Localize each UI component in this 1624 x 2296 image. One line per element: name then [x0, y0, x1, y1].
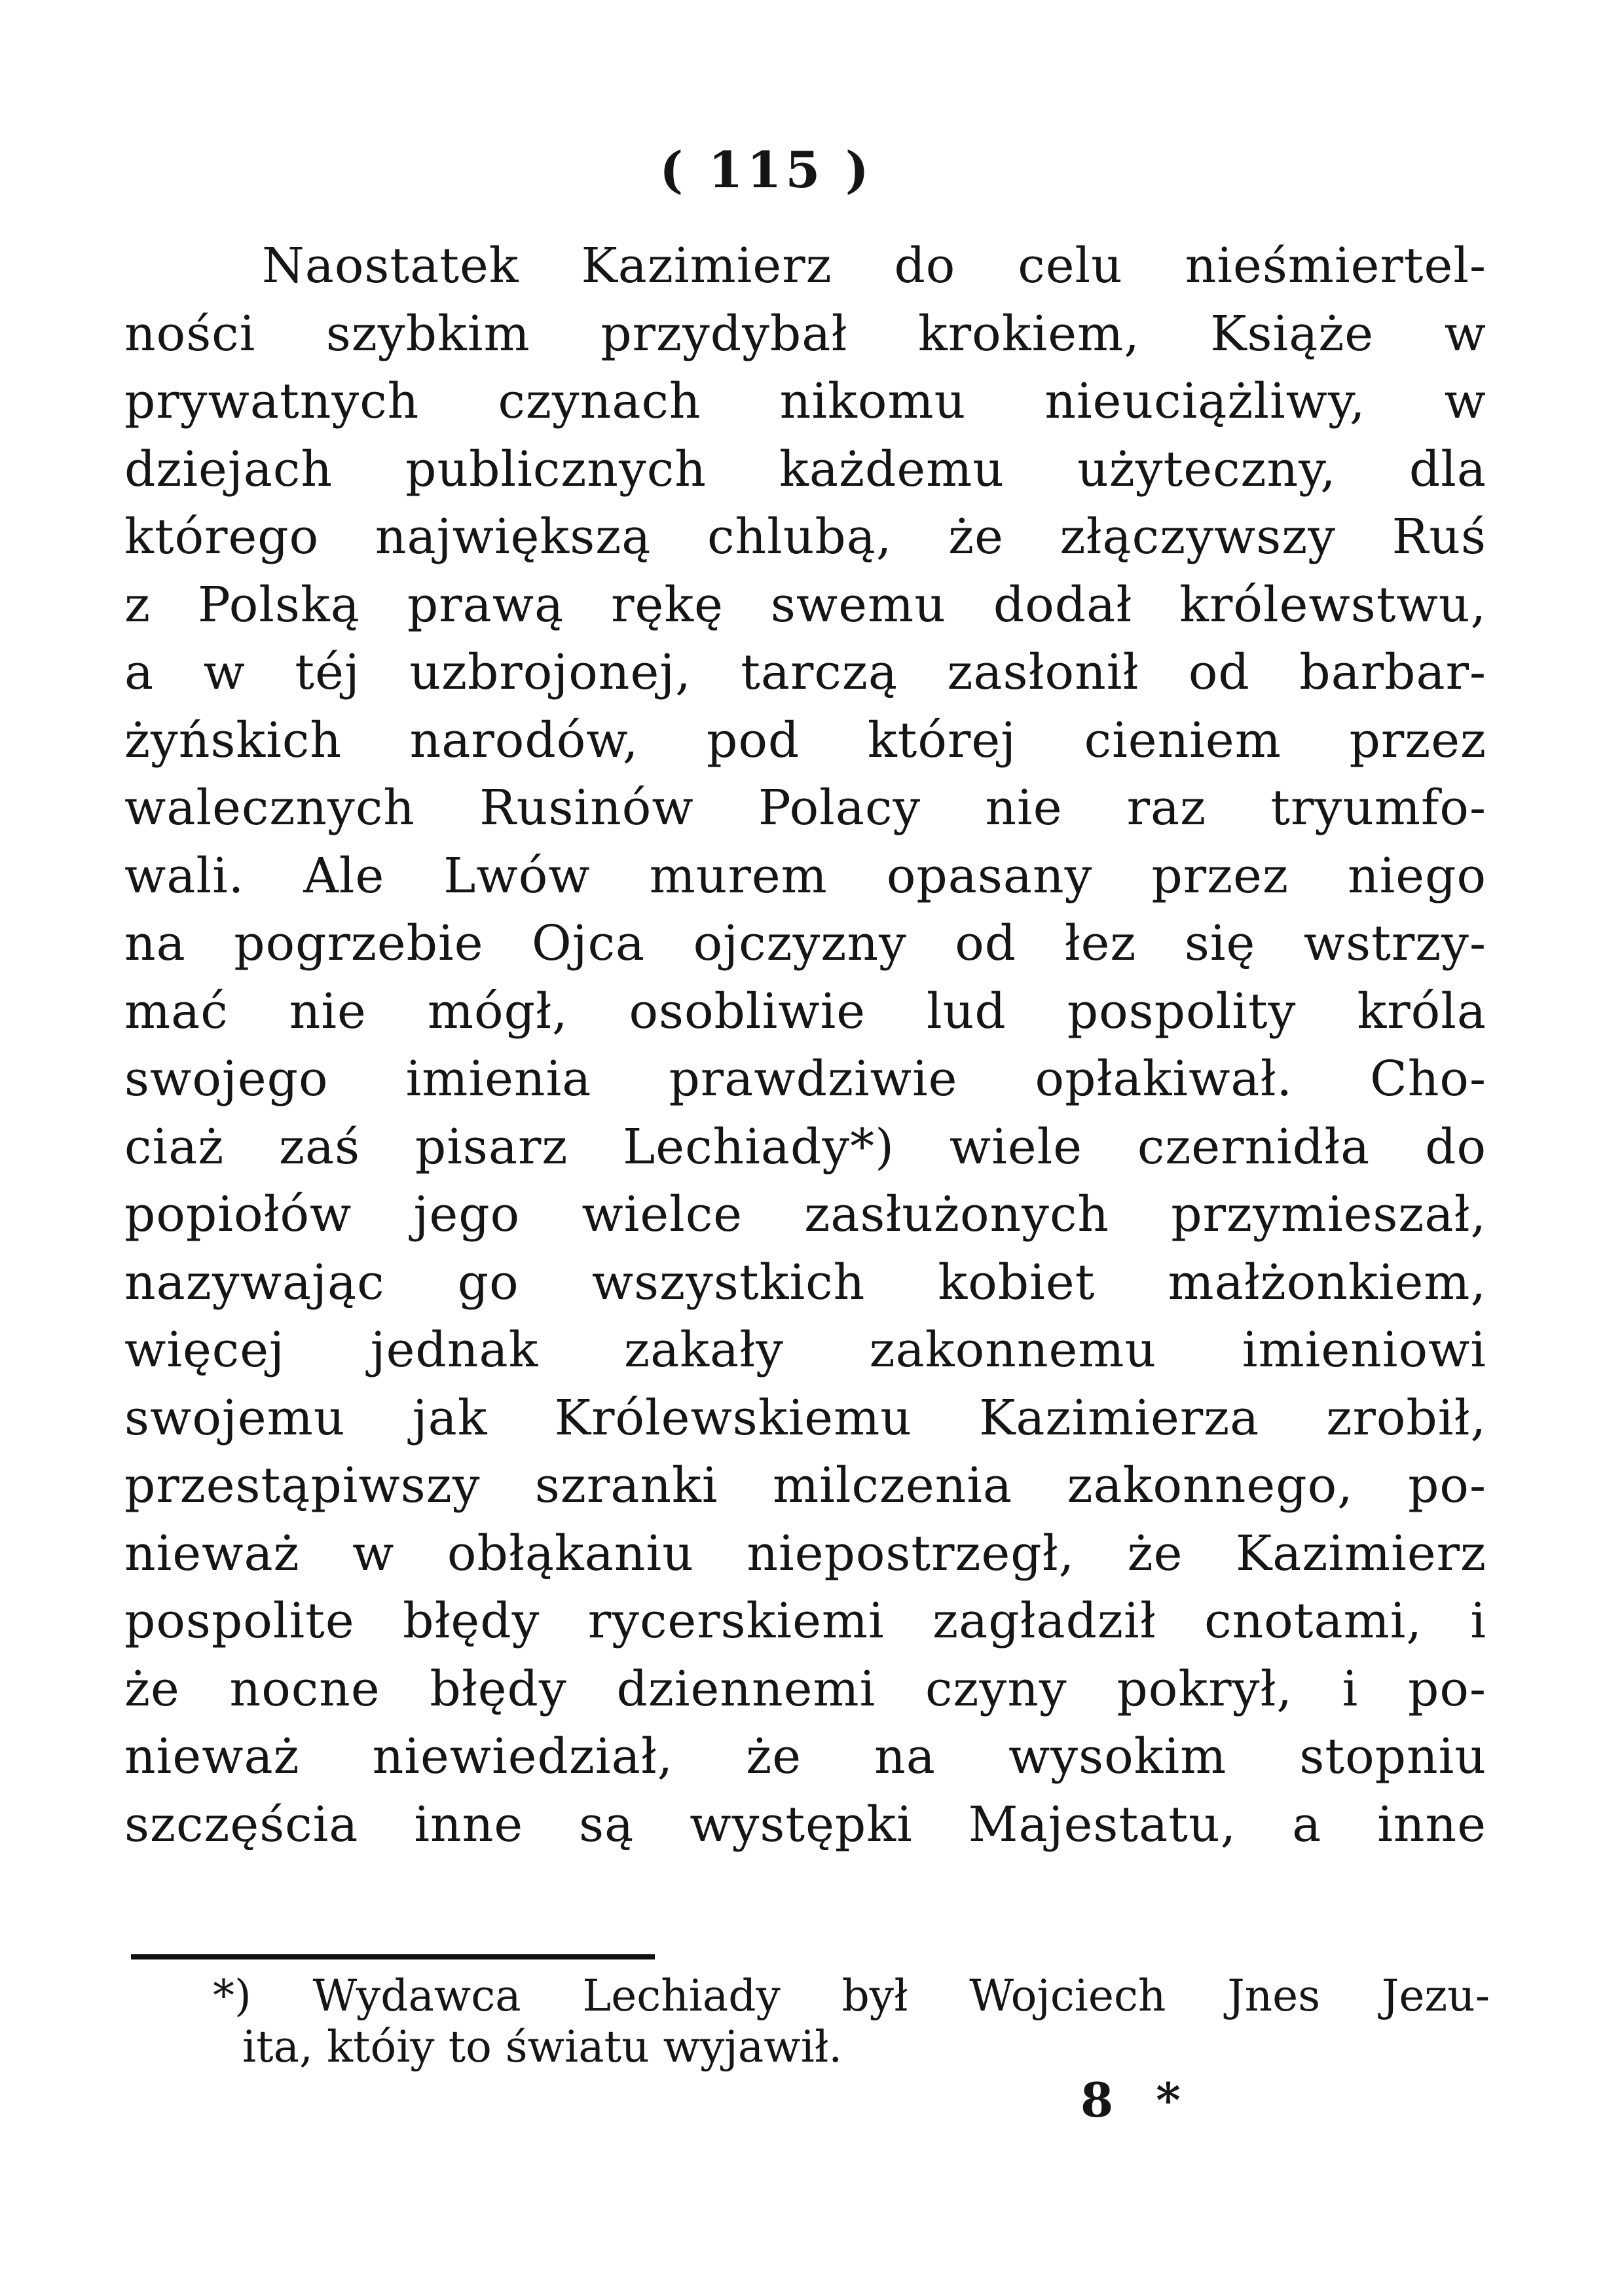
text-line: wali. Ale Lwów murem opasany przez niego: [124, 847, 1486, 904]
text-line: żyńskich narodów, pod której cieniem przez: [124, 712, 1486, 769]
text-line: swojego imienia prawdziwie opłakiwał. Cho-: [124, 1051, 1486, 1107]
footnote-line: *) Wydawca Lechiady był Wojciech Jnes Jezu-: [213, 1971, 1490, 2021]
text-line: nieważ niewiedział, że na wysokim stopniu: [124, 1728, 1486, 1785]
text-line: że nocne błędy dziennemi czyny pokrył, i po-: [124, 1660, 1486, 1717]
text-line: szczęścia inne są występki Majestatu, a inne: [124, 1796, 1486, 1853]
footnote: [213, 1971, 1490, 2073]
text-line: Naostatek Kazimierz do celu nieśmiertel-: [262, 238, 1486, 294]
main-text: [124, 232, 1486, 1859]
text-line: walecznych Rusinów Polacy nie raz tryumfo-: [124, 780, 1486, 836]
signature-mark: 8 *: [1080, 2072, 1194, 2128]
text-line: dziejach publicznych każdemu użyteczny, dla: [124, 441, 1486, 498]
text-line: swojemu jak Królewskiemu Kazimierza zrobił,: [124, 1389, 1486, 1446]
text-line: z Polską prawą rękę swemu dodał królewstwu,: [124, 576, 1486, 633]
text-line: przestąpiwszy szranki milczenia zakonnego, po-: [124, 1457, 1486, 1514]
text-line: popiołów jego wielce zasłużonych przymieszał,: [124, 1186, 1486, 1243]
text-line: na pogrzebie Ojca ojczyzny od łez się wstrzy-: [124, 915, 1486, 972]
text-line: prywatnych czynach nikomu nieuciążliwy, w: [124, 373, 1486, 429]
text-line: ciaż zaś pisarz Lechiady*) wiele czernidła do: [124, 1118, 1486, 1175]
text-line: więcej jednak zakały zakonnemu imieniowi: [124, 1322, 1486, 1378]
text-line: pospolite błędy rycerskiemi zagładził cnotami, i: [124, 1593, 1486, 1649]
text-line: ności szybkim przydybał krokiem, Książe w: [124, 305, 1486, 362]
text-line: którego największą chlubą, że złączywszy Ruś: [124, 509, 1486, 565]
page-number: ( 115 ): [659, 141, 873, 199]
text-line: mać nie mógł, osobliwie lud pospolity króla: [124, 983, 1486, 1040]
text-line: a w téj uzbrojonej, tarczą zasłonił od barbar-: [124, 644, 1486, 701]
footnote-divider: [131, 1954, 655, 1959]
text-line: nazywając go wszystkich kobiet małżonkiem,: [124, 1254, 1486, 1311]
text-line: nieważ w obłąkaniu niepostrzegł, że Kazimierz: [124, 1525, 1486, 1582]
footnote-line: ita, któiy to światu wyjawił.: [242, 2022, 843, 2072]
